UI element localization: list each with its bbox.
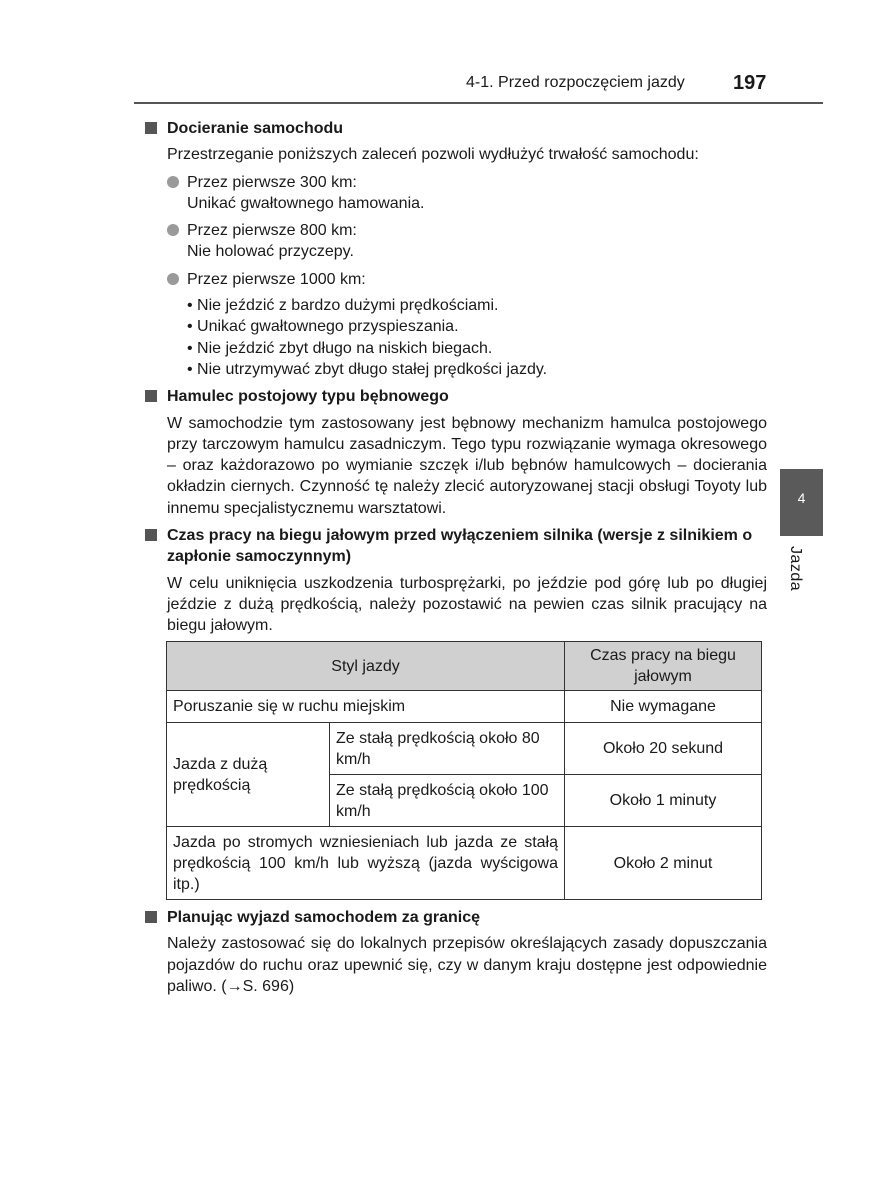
bullet-text: Unikać gwałtownego hamowania. — [187, 194, 425, 212]
section-heading-docieranie — [145, 118, 767, 139]
table-cell: Jazda po stromych wzniesieniach lub jazda ze stałą prędkością 100 km/h lub wyższą (jazda wyścigowa itp.) — [167, 827, 565, 900]
section-title: Czas pracy na biegu jałowym przed wyłączeniem silnika (wersje z silnikiem o zapłonie samoczynnym) — [167, 527, 753, 566]
header-divider — [134, 102, 823, 104]
table-row — [167, 691, 762, 723]
bullet-heading: Przez pierwsze 800 km: — [187, 222, 357, 240]
table-cell: Ze stałą prędkością około 100 km/h — [330, 775, 565, 827]
column-header-time: Czas pracy na biegu jałowym — [565, 642, 762, 691]
sub-list-item: • Nie jeździć z bardzo dużymi prędkościami. — [187, 297, 499, 315]
chapter-label: Jazda — [787, 546, 804, 592]
section-intro: Przestrzeganie poniższych zaleceń pozwoli wydłużyć trwałość samochodu: — [167, 146, 699, 164]
square-bullet-icon — [145, 390, 157, 402]
section-body: Należy zastosować się do lokalnych przepisów określających zasady dopuszczania pojazdów do ruchu oraz upewnić się, czy w danym kraju dostępne jest odpowiednie paliwo. (→S. 696) — [167, 935, 767, 995]
page-content-bottom — [145, 904, 767, 997]
idle-time-table — [166, 641, 762, 900]
running-header: 4-1. Przed rozpoczęciem jazdy — [466, 74, 685, 91]
section-body: W samochodzie tym zastosowany jest bębnowy mechanizm hamulca postojowego przy tarczowym hamulcu zasadniczym. Tego typu rozwiązanie wymaga okresowego – oraz każdorazowo po wymianie szczęk i/lub bębnów hamulcowych – docierania okładzin ciernych. Czynność tę należy zlecić autoryzowanej stacji obsługi Toyoty lub innemu specjalistycznemu warsztatowi. — [167, 414, 767, 517]
square-bullet-icon — [145, 122, 157, 134]
table-cell: Około 2 minut — [565, 827, 762, 900]
list-item — [167, 172, 767, 215]
sub-list-item: • Nie jeździć zbyt długo na niskich biegach. — [187, 339, 493, 357]
table-header-row — [167, 642, 762, 691]
list-item — [167, 269, 767, 290]
square-bullet-icon — [145, 529, 157, 541]
table-row — [167, 723, 762, 775]
table-cell: Nie wymagane — [565, 691, 762, 723]
table-row — [167, 827, 762, 900]
table-cell: Około 20 sekund — [565, 723, 762, 775]
list-item — [167, 220, 767, 263]
sub-list — [187, 295, 767, 380]
section-heading-hamulec — [145, 386, 767, 407]
sub-list-item: • Unikać gwałtownego przyspieszania. — [187, 318, 459, 336]
chapter-number: 4 — [797, 490, 806, 506]
section-heading-czas-pracy — [145, 525, 767, 568]
circle-bullet-icon — [167, 273, 179, 285]
bullet-heading: Przez pierwsze 300 km: — [187, 173, 357, 191]
bullet-text: Nie holować przyczepy. — [187, 243, 354, 261]
sub-list-item: • Nie utrzymywać zbyt długo stałej prędkości jazdy. — [187, 360, 548, 378]
table-cell: Około 1 minuty — [565, 775, 762, 827]
table-cell: Ze stałą prędkością około 80 km/h — [330, 723, 565, 775]
table-cell: Poruszanie się w ruchu miejskim — [167, 691, 565, 723]
square-bullet-icon — [145, 911, 157, 923]
circle-bullet-icon — [167, 176, 179, 188]
section-heading-planujac — [145, 907, 767, 928]
section-title: Docieranie samochodu — [167, 120, 344, 137]
table-cell-group: Jazda z dużą prędkością — [167, 723, 330, 827]
section-body: W celu uniknięcia uszkodzenia turbosprężarki, po jeździe pod górę lub po długiej jeździe z dużą prędkością, należy pozostawić na pewien czas silnik pracujący na biegu jałowym. — [167, 574, 767, 635]
page-content — [145, 115, 767, 637]
section-title: Hamulec postojowy typu bębnowego — [167, 388, 449, 406]
page-number: 197 — [733, 72, 767, 94]
bullet-heading: Przez pierwsze 1000 km: — [187, 270, 366, 288]
circle-bullet-icon — [167, 224, 179, 236]
section-title: Planując wyjazd samochodem za granicę — [167, 909, 480, 926]
column-header-style: Styl jazdy — [167, 642, 565, 691]
